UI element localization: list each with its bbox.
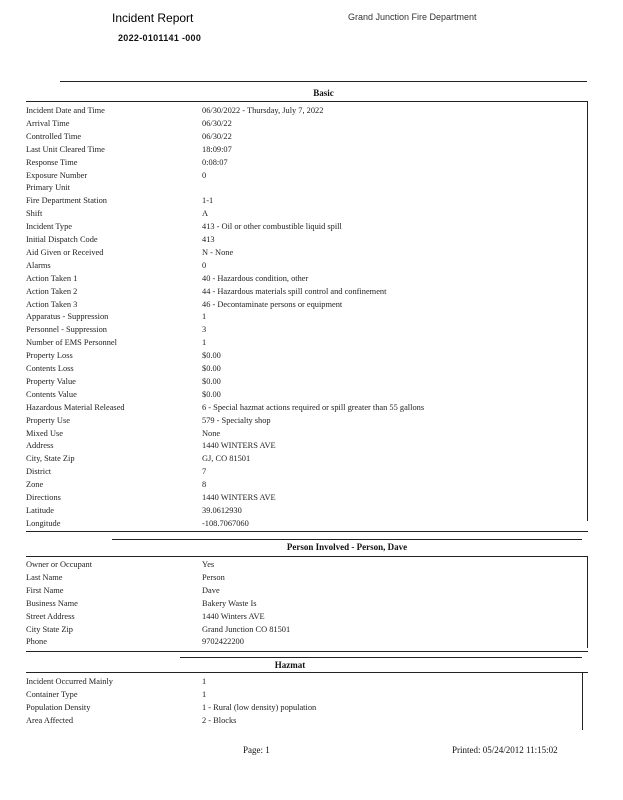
- field-row: [26, 466, 586, 479]
- field-label: Action Taken 3: [26, 299, 78, 309]
- field-row: [26, 479, 586, 492]
- field-value: 06/30/2022 - Thursday, July 7, 2022: [202, 106, 324, 115]
- field-row: [26, 247, 586, 260]
- field-label: Shift: [26, 209, 43, 219]
- field-row: [26, 299, 586, 312]
- field-row: [26, 559, 586, 572]
- field-label: District: [26, 467, 52, 477]
- field-value: 46 - Decontaminate persons or equipment: [202, 299, 343, 309]
- incident-number: 2022-0101141 -000: [118, 33, 202, 43]
- field-label: Zone: [26, 480, 44, 490]
- report-title: Incident Report: [112, 11, 194, 25]
- field-value: 1: [202, 338, 207, 348]
- field-value: 44 - Hazardous materials spill control and confinement: [202, 286, 387, 296]
- basic-right-border: [587, 101, 588, 521]
- field-label: Latitude: [26, 505, 54, 515]
- field-value: Yes: [202, 560, 215, 569]
- field-row: [26, 157, 586, 170]
- field-row: [26, 105, 586, 118]
- field-row: [26, 636, 586, 649]
- field-row: [26, 273, 586, 286]
- field-label: Incident Type: [26, 222, 73, 232]
- field-value: 06/30/22: [202, 118, 232, 128]
- field-row: [26, 182, 586, 195]
- field-label: Phone: [26, 637, 47, 647]
- field-row: [26, 702, 586, 715]
- basic-bottom-rule: [26, 531, 588, 532]
- field-value: 1 - Rural (low density) population: [202, 702, 317, 712]
- field-value: None: [202, 428, 221, 438]
- field-row: [26, 415, 586, 428]
- field-row: [26, 170, 586, 183]
- field-label: Address: [26, 441, 54, 451]
- field-row: [26, 572, 586, 585]
- section-title-basic: Basic: [313, 88, 334, 98]
- field-label: Personnel - Suppression: [26, 325, 107, 335]
- field-row: [26, 324, 586, 337]
- field-label: Aid Given or Received: [26, 247, 104, 257]
- field-row: [26, 402, 586, 415]
- field-label: Last Unit Cleared Time: [26, 144, 105, 154]
- field-value: 06/30/22: [202, 131, 232, 141]
- field-label: Property Loss: [26, 351, 73, 361]
- field-label: Primary Unit: [26, 183, 70, 193]
- field-label: Action Taken 1: [26, 273, 78, 283]
- field-label: Hazardous Material Released: [26, 402, 125, 412]
- field-label: City State Zip: [26, 624, 73, 634]
- field-row: [26, 131, 586, 144]
- field-row: [26, 144, 586, 157]
- field-row: [26, 234, 586, 247]
- printed-timestamp: Printed: 05/24/2012 11:15:02: [452, 745, 558, 755]
- field-value: 18:09:07: [202, 144, 232, 154]
- hazmat-header-rule: [26, 672, 588, 673]
- field-row: [26, 492, 586, 505]
- field-value: 413: [202, 235, 215, 244]
- field-value: 6 - Special hazmat actions required or spill greater than 55 gallons: [202, 402, 425, 412]
- field-value: Bakery Waste Is: [202, 598, 257, 608]
- person-bottom-rule: [26, 651, 588, 652]
- basic-header-rule: [26, 101, 588, 102]
- field-label: Business Name: [26, 598, 78, 608]
- field-label: Exposure Number: [26, 170, 88, 180]
- field-row: [26, 428, 586, 441]
- section-title-hazmat: Hazmat: [274, 660, 306, 670]
- field-label: Mixed Use: [26, 428, 63, 438]
- field-row: [26, 195, 586, 208]
- field-row: [26, 585, 586, 598]
- field-label: Property Value: [26, 376, 76, 386]
- field-value: 0: [202, 170, 207, 180]
- field-value: 9702422200: [202, 637, 244, 647]
- field-label: Number of EMS Personnel: [26, 338, 117, 348]
- field-row: [26, 376, 586, 389]
- field-value: 7: [202, 467, 207, 477]
- field-label: Last Name: [26, 572, 63, 582]
- field-row: [26, 505, 586, 518]
- person-right-border: [587, 556, 588, 648]
- field-value: $0.00: [202, 351, 221, 361]
- field-label: Owner or Occupant: [26, 560, 93, 569]
- field-label: Fire Department Station: [26, 196, 107, 206]
- field-label: Street Address: [26, 611, 75, 621]
- field-value: -108.7067060: [202, 518, 249, 528]
- field-value: Person: [202, 572, 225, 582]
- field-label: Response Time: [26, 157, 78, 167]
- field-label: Apparatus - Suppression: [26, 312, 109, 322]
- field-label: Contents Loss: [26, 364, 74, 373]
- field-value: Grand Junction CO 81501: [202, 624, 291, 634]
- field-label: Initial Dispatch Code: [26, 235, 98, 244]
- field-value: A: [202, 209, 209, 219]
- field-value: 1440 WINTERS AVE: [202, 493, 276, 502]
- field-label: Incident Date and Time: [26, 106, 105, 115]
- field-row: [26, 611, 586, 624]
- field-label: Population Density: [26, 702, 91, 712]
- field-value: 579 - Specialty shop: [202, 415, 271, 425]
- field-value: Dave: [202, 585, 220, 595]
- field-label: Alarms: [26, 260, 51, 270]
- field-row: [26, 221, 586, 234]
- field-label: Controlled Time: [26, 131, 82, 141]
- field-row: [26, 440, 586, 453]
- field-value: 3: [202, 325, 207, 335]
- field-row: [26, 118, 586, 131]
- department-name: Grand Junction Fire Department: [348, 12, 477, 22]
- field-row: [26, 286, 586, 299]
- field-row: [26, 350, 586, 363]
- field-row: [26, 389, 586, 402]
- field-value: 1440 WINTERS AVE: [202, 441, 276, 451]
- field-label: Container Type: [26, 689, 78, 699]
- field-row: [26, 311, 586, 324]
- field-label: Incident Occurred Mainly: [26, 677, 113, 686]
- field-value: 0: [202, 260, 207, 270]
- hazmat-top-rule: [180, 657, 582, 658]
- field-label: Action Taken 2: [26, 286, 78, 296]
- field-label: Area Affected: [26, 715, 74, 725]
- section-title-person: Person Involved - Person, Dave: [286, 542, 408, 552]
- field-label: First Name: [26, 585, 64, 595]
- field-row: [26, 624, 586, 637]
- field-value: 40 - Hazardous condition, other: [202, 273, 309, 283]
- basic-top-rule: [60, 81, 587, 82]
- field-row: [26, 453, 586, 466]
- field-value: 1: [202, 689, 207, 699]
- field-row: [26, 260, 586, 273]
- field-value: 1440 Winters AVE: [202, 611, 265, 621]
- field-row: [26, 363, 586, 376]
- field-label: Contents Value: [26, 389, 77, 399]
- field-value: $0.00: [202, 364, 221, 373]
- field-value: 1: [202, 312, 207, 322]
- field-label: Arrival Time: [26, 118, 70, 128]
- field-label: Directions: [26, 493, 61, 502]
- field-row: [26, 598, 586, 611]
- field-label: Property Use: [26, 415, 70, 425]
- field-value: $0.00: [202, 389, 221, 399]
- field-row: [26, 208, 586, 221]
- field-value: 2 - Blocks: [202, 715, 237, 725]
- person-header-rule: [26, 556, 588, 557]
- field-label: Longitude: [26, 518, 61, 528]
- field-row: [26, 689, 586, 702]
- field-row: [26, 518, 586, 531]
- field-value: 413 - Oil or other combustible liquid spill: [202, 222, 342, 232]
- field-row: [26, 715, 586, 728]
- field-value: 0:08:07: [202, 157, 228, 167]
- field-label: City, State Zip: [26, 454, 75, 464]
- field-row: [26, 337, 586, 350]
- field-value: GJ, CO 81501: [202, 454, 251, 464]
- field-value: 1: [202, 677, 207, 686]
- field-value: 8: [202, 480, 207, 490]
- field-value: N - None: [202, 247, 234, 257]
- field-value: $0.00: [202, 376, 221, 386]
- person-top-rule: [112, 539, 582, 540]
- field-row: [26, 676, 586, 689]
- field-value: 1-1: [202, 196, 214, 206]
- field-value: 39.0612930: [202, 505, 242, 515]
- page-number: Page: 1: [243, 745, 270, 755]
